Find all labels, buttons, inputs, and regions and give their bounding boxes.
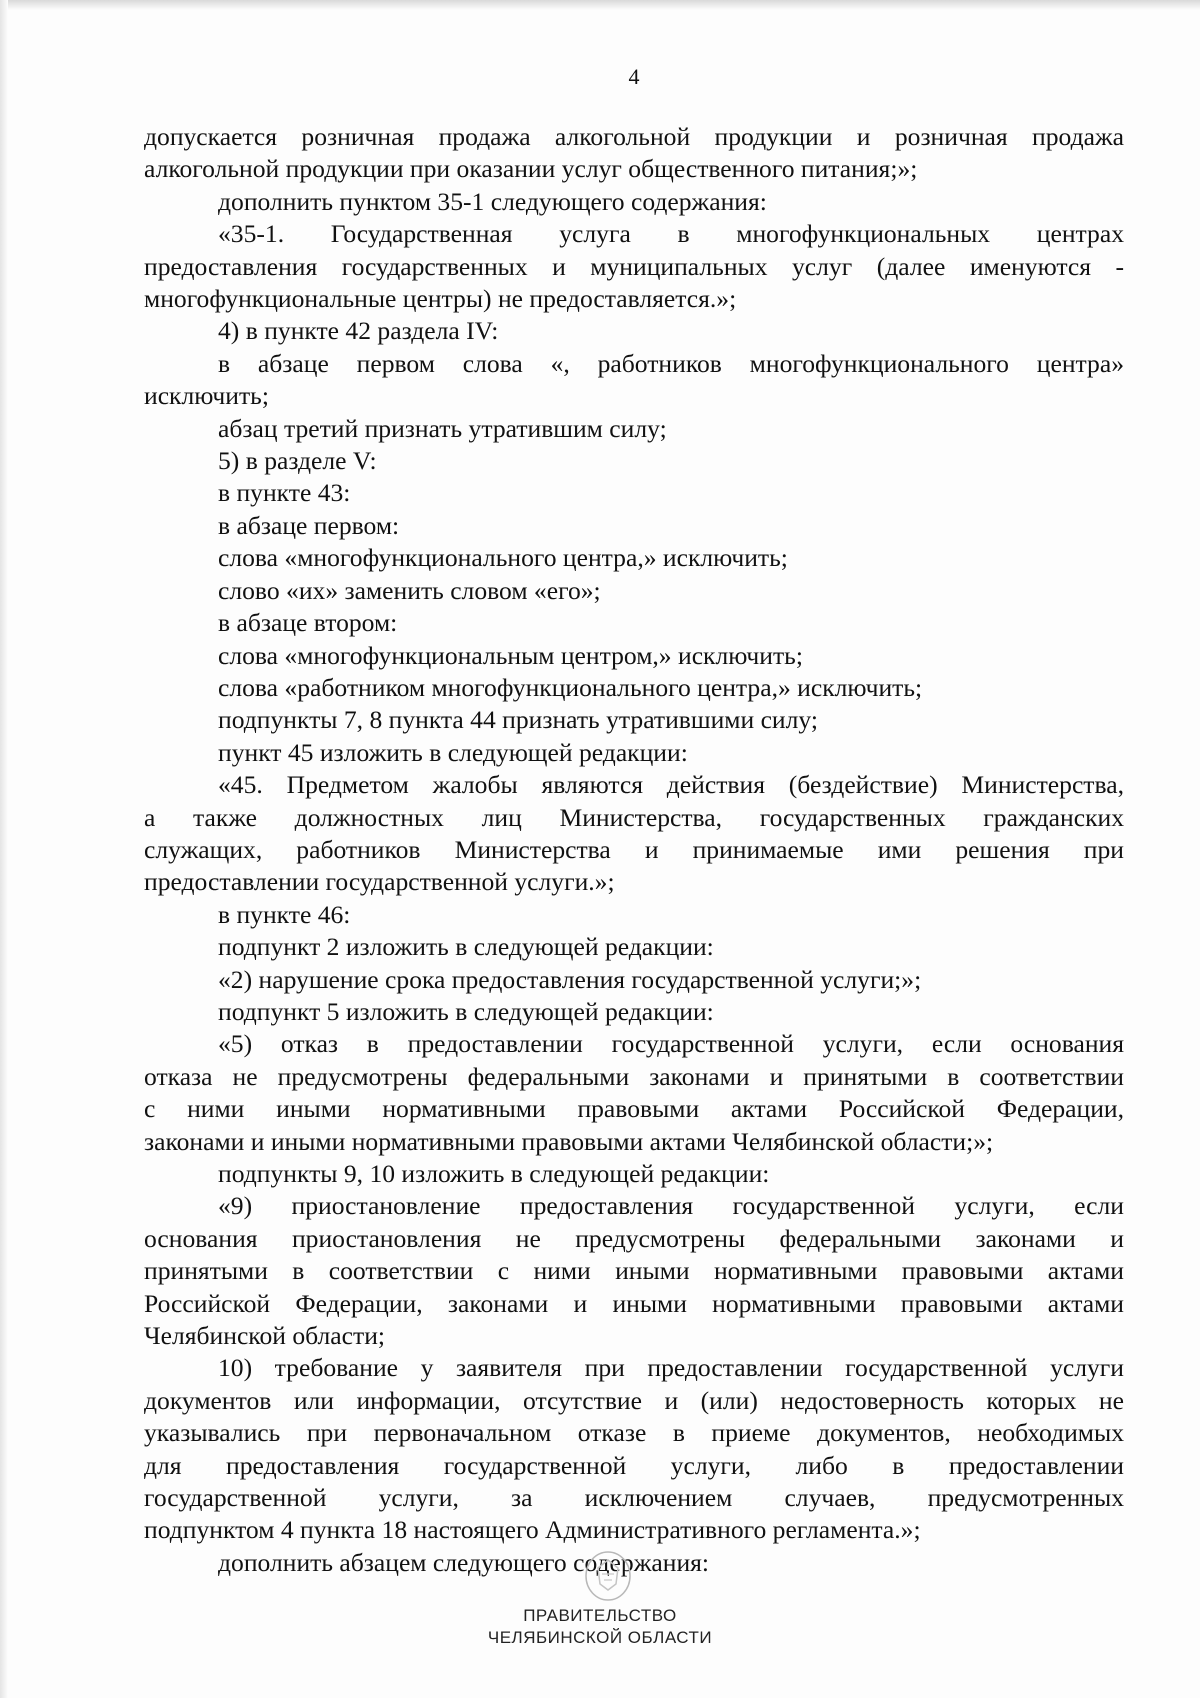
text-line: подпункты 7, 8 пункта 44 признать утратившими силу;: [218, 705, 818, 735]
text-line: в абзаце втором:: [218, 608, 398, 638]
text-line: подпункт 2 изложить в следующей редакции:: [218, 932, 714, 962]
text-line: законами и иными нормативными правовыми актами Челябинской области;»;: [144, 1126, 994, 1156]
text-line: слова «работником многофункционального центра,» исключить;: [218, 672, 923, 702]
text-line: предоставлении государственной услуги.»;: [144, 867, 615, 897]
text-line: государственной услуги, за исключением случаев, предусмотренных: [144, 1483, 1124, 1513]
text-line: слова «многофункциональным центром,» исключить;: [218, 640, 803, 670]
document-body: [144, 121, 1124, 1579]
scan-edge-left: [0, 0, 8, 1698]
text-line: абзац третий признать утратившим силу;: [218, 413, 667, 443]
text-line: Российской Федерации, законами и иными нормативными правовыми актами: [144, 1288, 1124, 1318]
text-line: а также должностных лиц Министерства, государственных гражданских: [144, 802, 1124, 832]
footer-stamp: [0, 1605, 1200, 1649]
text-line: «5) отказ в предоставлении государственной услуги, если основания: [218, 1029, 1124, 1059]
text-line: «45. Предметом жалобы являются действия (бездействие) Министерства,: [218, 770, 1124, 800]
text-line: в пункте 46:: [218, 899, 351, 929]
text-line: дополнить абзацем следующего содержания:: [218, 1547, 710, 1577]
text-line: в пункте 43:: [218, 478, 351, 508]
text-line: отказа не предусмотрены федеральными законами и принятыми в соответствии: [144, 1061, 1124, 1091]
text-line: предоставления государственных и муниципальных услуг (далее именуются -: [144, 251, 1124, 281]
text-line: документов или информации, отсутствие и (или) недостоверность которых не: [144, 1385, 1124, 1415]
text-line: для предоставления государственной услуги, либо в предоставлении: [144, 1450, 1124, 1480]
text-line: дополнить пунктом 35-1 следующего содержания:: [218, 186, 767, 216]
text-line: в абзаце первом слова «, работников многофункционального центра»: [218, 348, 1124, 378]
text-line: 10) требование у заявителя при предоставлении государственной услуги: [218, 1353, 1124, 1383]
text-line: допускается розничная продажа алкогольной продукции и розничная продажа: [144, 122, 1124, 151]
text-line: служащих, работников Министерства и принимаемые ими решения при: [144, 834, 1124, 864]
footer-line-2: ЧЕЛЯБИНСКОЙ ОБЛАСТИ: [487, 1628, 713, 1647]
text-line: подпунктом 4 пункта 18 настоящего Административного регламента.»;: [144, 1515, 921, 1545]
text-line: «35-1. Государственная услуга в многофункциональных центрах: [218, 219, 1124, 249]
text-line: указывались при первоначальном отказе в приеме документов, необходимых: [144, 1418, 1124, 1448]
text-line: исключить;: [144, 381, 269, 411]
text-line: «9) приостановление предоставления государственной услуги, если: [218, 1191, 1124, 1221]
footer-line-1: ПРАВИТЕЛЬСТВО: [523, 1606, 677, 1625]
page-number: 4: [628, 64, 640, 89]
text-line: пункт 45 изложить в следующей редакции:: [218, 737, 688, 767]
text-line: подпункт 5 изложить в следующей редакции:: [218, 996, 714, 1026]
scan-edge-top: [0, 0, 1200, 10]
text-line: в абзаце первом:: [218, 510, 400, 540]
text-line: «2) нарушение срока предоставления государственной услуги;»;: [218, 964, 922, 994]
text-line: Челябинской области;: [144, 1321, 386, 1351]
text-line: основания приостановления не предусмотрены федеральными законами и: [144, 1223, 1124, 1253]
text-line: 4) в пункте 42 раздела IV:: [218, 316, 499, 346]
text-line: с ними иными нормативными правовыми актами Российской Федерации,: [144, 1094, 1124, 1124]
text-line: слова «многофункционального центра,» исключить;: [218, 543, 788, 573]
text-line: алкогольной продукции при оказании услуг общественного питания;»;: [144, 154, 918, 184]
text-line: слово «их» заменить словом «его»;: [218, 575, 601, 605]
text-line: 5) в разделе V:: [218, 446, 377, 476]
text-line: принятыми в соответствии с ними иными нормативными правовыми актами: [144, 1256, 1124, 1286]
text-line: многофункциональные центры) не предоставляется.»;: [144, 284, 737, 314]
text-line: подпункты 9, 10 изложить в следующей редакции:: [218, 1159, 770, 1188]
seal-icon: [582, 1548, 634, 1604]
